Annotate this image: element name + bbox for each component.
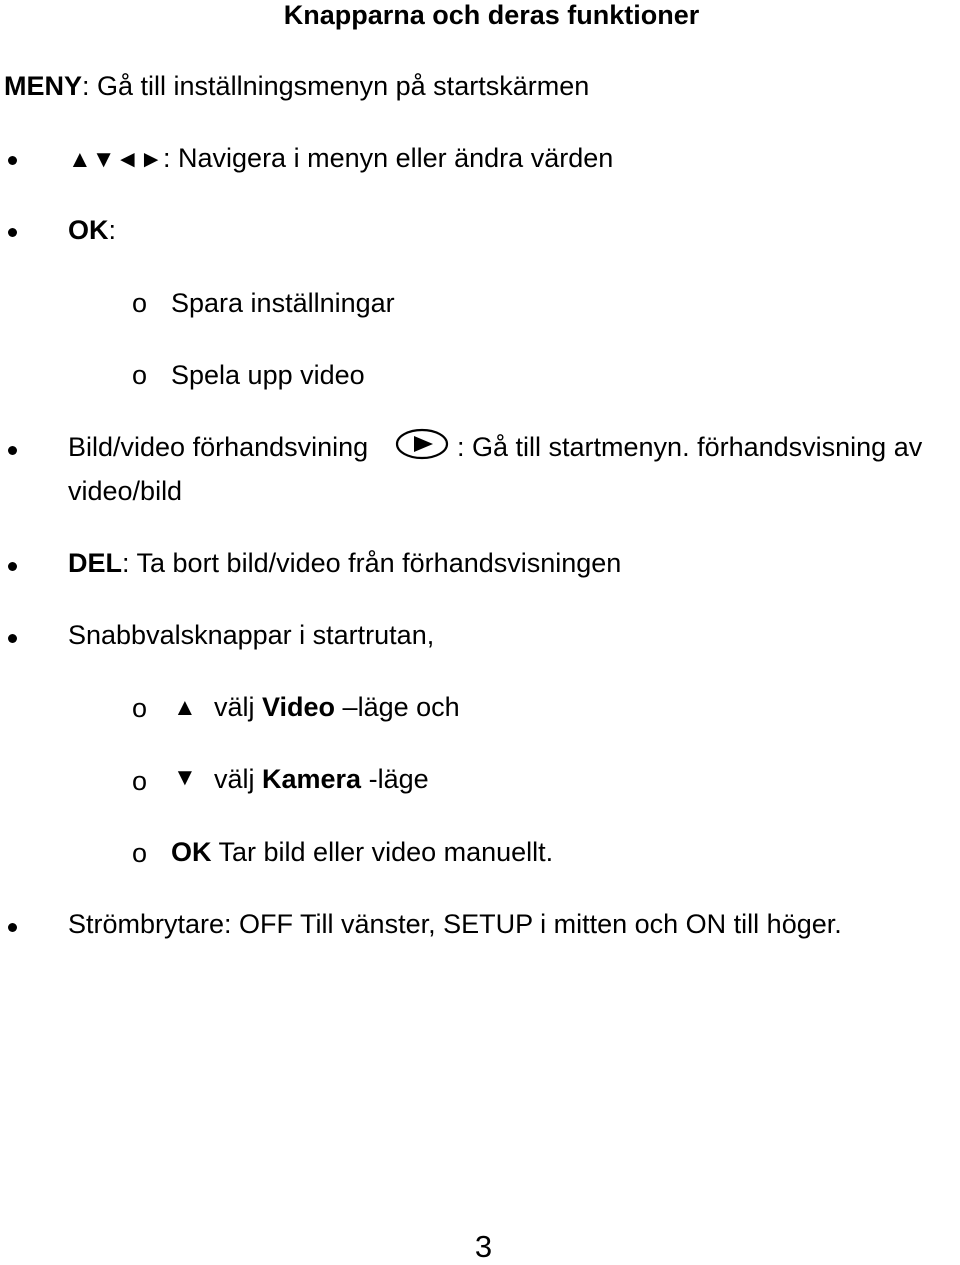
sub-marker: o (132, 288, 148, 318)
shortcut-pre: välj (214, 764, 263, 794)
sub-marker: o (132, 360, 148, 390)
menu-label: MENY (4, 71, 83, 101)
preview-text-b: : Gå till startmenyn. förhandsvisning av (457, 432, 923, 462)
ok-label: OK (68, 215, 109, 245)
shortcut-video (214, 692, 460, 723)
del-text: : Ta bort bild/video från förhandsvisningen (122, 548, 622, 578)
arrow-keys-icon: ▲▼◄► (68, 146, 164, 173)
up-arrow-icon: ▲ (173, 694, 197, 721)
power-switch-text: Strömbrytare: OFF Till vänster, SETUP i mitten och ON till höger. (68, 909, 842, 939)
bullet-dot (8, 446, 17, 455)
page-number: 3 (474, 1229, 493, 1264)
shortcut-bold: Kamera (262, 764, 362, 794)
shortcut-ok (171, 837, 553, 868)
ok-item (68, 215, 116, 246)
shortcuts-text: Snabbvalsknappar i startrutan, (68, 620, 435, 650)
menu-description (4, 71, 589, 102)
bullet-dot (8, 156, 17, 165)
shortcut-post: Tar bild eller video manuellt. (211, 837, 554, 867)
shortcut-pre: välj (214, 692, 263, 722)
sub-marker: o (132, 766, 148, 796)
preview-text-c: video/bild (68, 476, 183, 506)
ok-subitem: Spara inställningar (171, 288, 395, 318)
bullet-dot (8, 228, 17, 237)
bullet-dot (8, 634, 17, 643)
del-item (68, 548, 621, 579)
down-arrow-icon: ▼ (173, 764, 197, 791)
shortcut-post: –läge och (335, 692, 460, 722)
menu-text: : Gå till inställningsmenyn på startskärmen (82, 71, 590, 101)
shortcut-bold: OK (171, 837, 212, 867)
bullet-dot (8, 923, 17, 932)
sub-marker: o (132, 693, 148, 723)
shortcut-post: -läge (361, 764, 429, 794)
nav-text: : Navigera i menyn eller ändra värden (163, 143, 614, 173)
page-title: Knapparna och deras funktioner (283, 0, 700, 30)
preview-text-a: Bild/video förhandsvining (68, 432, 369, 462)
nav-item (68, 143, 613, 174)
sub-marker: o (132, 838, 148, 868)
bullet-dot (8, 562, 17, 571)
play-icon (395, 427, 449, 461)
shortcut-bold: Video (262, 692, 336, 722)
ok-colon: : (108, 215, 117, 245)
del-label: DEL (68, 548, 122, 578)
shortcut-camera (214, 764, 429, 795)
ok-subitem: Spela upp video (171, 360, 365, 390)
